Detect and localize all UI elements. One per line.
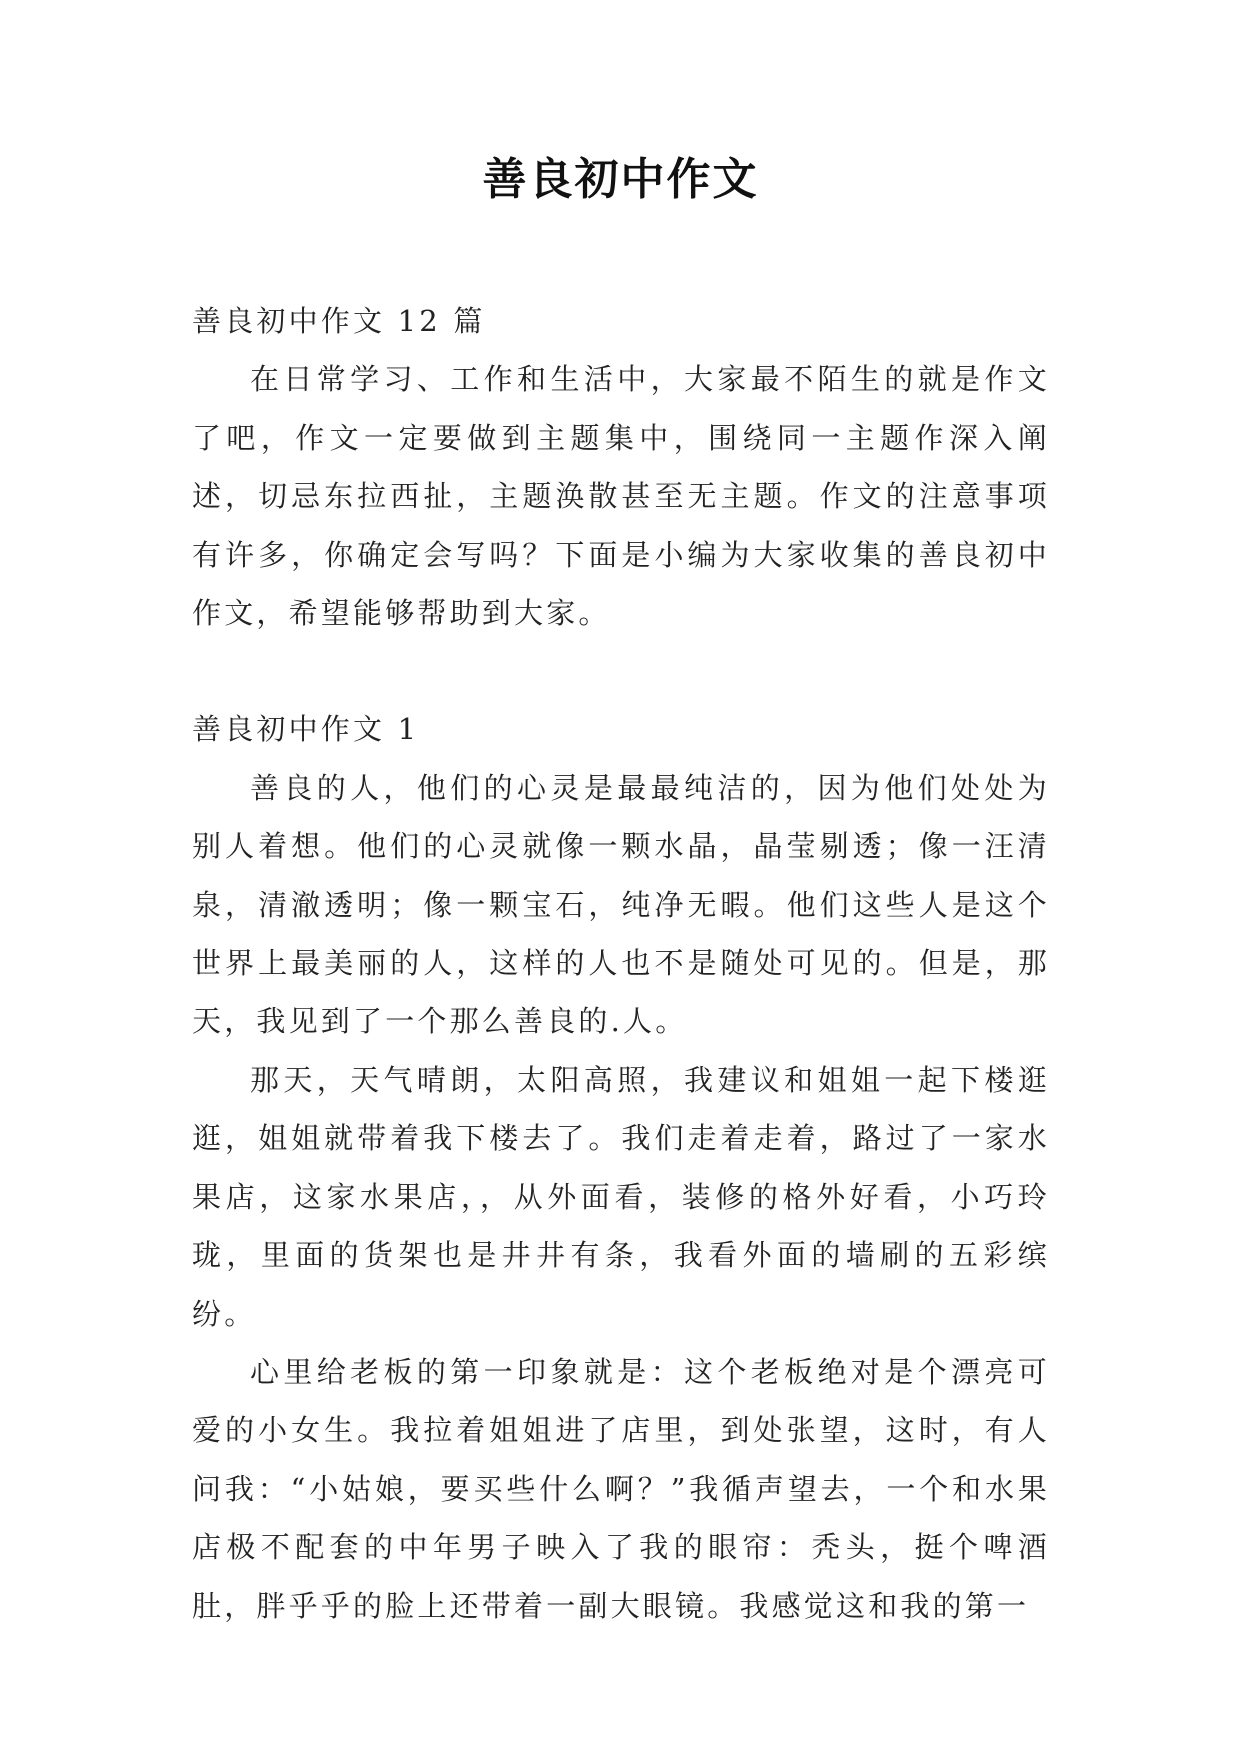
- document-body: [192, 292, 1050, 1635]
- document-title: 善良初中作文: [482, 154, 759, 205]
- intro-paragraph: 在日常学习、工作和生活中，大家最不陌生的就是作文了吧，作文一定要做到主题集中，围绕同一主题作深入阐述，切忌东拉西扯，主题涣散甚至无主题。作文的注意事项有许多，你确定会写吗？下面是小编为大家收集的善良初中作文，希望能够帮助到大家。: [192, 362, 1050, 631]
- essay-1-paragraph-3: 心里给老板的第一印象就是：这个老板绝对是个漂亮可爱的小女生。我拉着姐姐进了店里，到处张望，这时，有人问我：“小姑娘，要买些什么啊？”我循声望去，一个和水果店极不配套的中年男子映入了我的眼帘：秃头，挺个啤酒肚，胖乎乎的脸上还带着一副大眼镜。我感觉这和我的第一: [192, 1354, 1050, 1623]
- section-spacer: [192, 642, 1050, 700]
- essay-1-paragraph-1: 善良的人，他们的心灵是最最纯洁的，因为他们处处为别人着想。他们的心灵就像一颗水晶，晶莹剔透；像一汪清泉，清澈透明；像一颗宝石，纯净无暇。他们这些人是这个世界上最美丽的人，这样的人也不是随处可见的。但是，那天，我见到了一个那么善良的.人。: [192, 770, 1050, 1039]
- intro-heading: 善良初中作文 12 篇: [192, 304, 486, 338]
- essay-1-paragraph-2: 那天，天气晴朗，太阳高照，我建议和姐姐一起下楼逛逛，姐姐就带着我下楼去了。我们走着走着，路过了一家水果店，这家水果店，，从外面看，装修的格外好看，小巧玲珑，里面的货架也是井井有条，我看外面的墙刷的五彩缤纷。: [192, 1062, 1050, 1331]
- essay-1-heading: 善良初中作文 1: [192, 712, 420, 747]
